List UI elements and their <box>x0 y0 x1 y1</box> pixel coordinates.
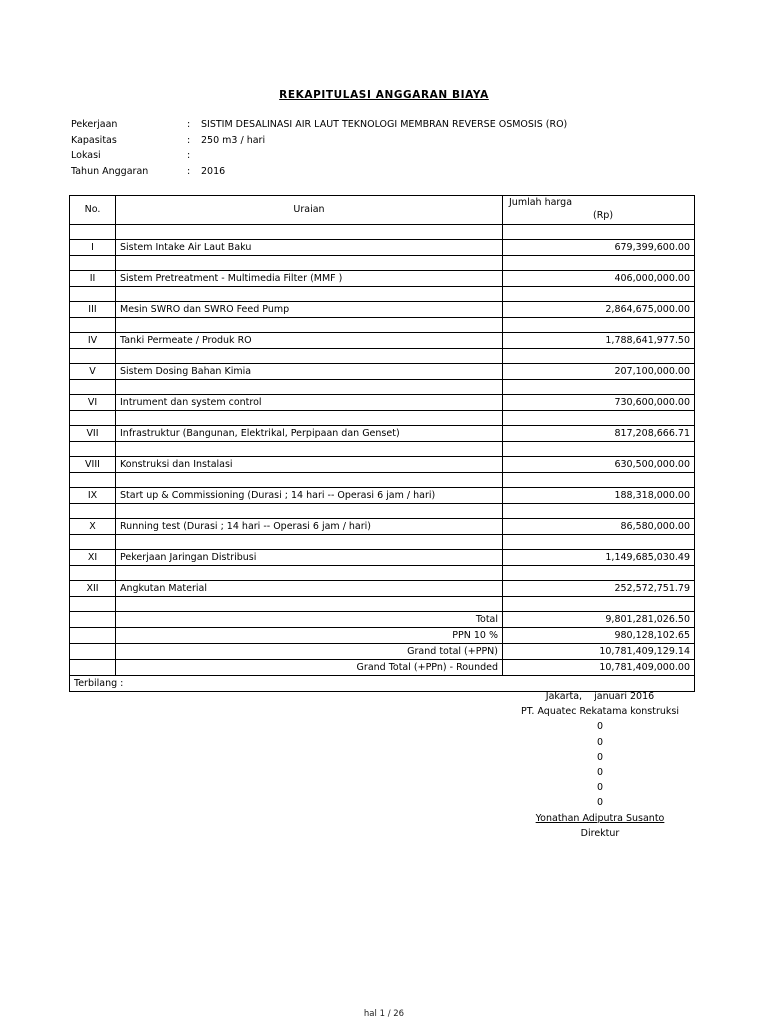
row-amount: 1,788,641,977.50 <box>503 333 695 349</box>
table-row <box>70 550 695 566</box>
placeholder-value: 0 <box>596 736 604 748</box>
spacer-row <box>70 411 695 426</box>
meta-value: 250 m3 / hari <box>201 134 266 146</box>
header-jumlah-harga <box>503 196 695 225</box>
row-uraian: Infrastruktur (Bangunan, Elektrikal, Perpipaan dan Genset) <box>116 426 503 442</box>
table-row <box>70 488 695 504</box>
grand-total-rounded-amount: 10,781,409,000.00 <box>503 660 695 676</box>
table-row <box>70 519 695 535</box>
spacer-row <box>70 473 695 488</box>
table-row <box>70 581 695 597</box>
spacer-row <box>70 287 695 302</box>
placeholder-value: 0 <box>596 721 604 733</box>
table-row <box>70 302 695 318</box>
row-amount: 630,500,000.00 <box>503 457 695 473</box>
row-amount: 1,149,685,030.49 <box>503 550 695 566</box>
spacer-row <box>70 318 695 333</box>
header-jumlah-label: Jumlah harga <box>509 197 573 208</box>
place-date: Jakarta, januari 2016 <box>545 691 655 702</box>
placeholder-value: 0 <box>596 751 604 763</box>
company-name: PT. Aquatec Rekatama konstruksi <box>521 706 679 718</box>
table-row <box>70 364 695 380</box>
grand-total-row <box>70 644 695 660</box>
placeholder-value: 0 <box>596 797 604 809</box>
row-no: II <box>70 271 116 287</box>
meta-value: SISTIM DESALINASI AIR LAUT TEKNOLOGI MEMBRAN REVERSE OSMOSIS (RO) <box>201 119 568 130</box>
table-row <box>70 333 695 349</box>
table-row <box>70 395 695 411</box>
row-no: XII <box>70 581 116 597</box>
row-uraian: Mesin SWRO dan SWRO Feed Pump <box>116 302 503 318</box>
row-amount: 86,580,000.00 <box>503 519 695 535</box>
meta-label: Lokasi <box>71 150 101 161</box>
spacer-row <box>70 256 695 271</box>
table-row <box>70 457 695 473</box>
row-uraian: Sistem Dosing Bahan Kimia <box>116 364 503 380</box>
row-no: VIII <box>70 457 116 473</box>
row-uraian: Sistem Intake Air Laut Baku <box>116 240 503 256</box>
ppn-label: PPN 10 % <box>116 628 503 644</box>
meta-colon: : <box>187 165 191 177</box>
row-uraian: Pekerjaan Jaringan Distribusi <box>116 550 503 566</box>
row-amount: 252,572,751.79 <box>503 581 695 597</box>
meta-label: Tahun Anggaran <box>71 165 149 177</box>
row-uraian: Running test (Durasi ; 14 hari -- Operasi 6 jam / hari) <box>116 519 503 535</box>
signatory-name: Yonathan Adiputra Susanto <box>535 812 665 824</box>
placeholder-value: 0 <box>596 766 604 778</box>
header-no: No. <box>70 196 116 225</box>
signature-block <box>500 689 700 841</box>
table-header-row <box>70 196 695 225</box>
ppn-row <box>70 628 695 644</box>
spacer-row <box>70 380 695 395</box>
row-amount: 817,208,666.71 <box>503 426 695 442</box>
document-title: REKAPITULASI ANGGARAN BIAYA <box>279 89 489 101</box>
header-uraian: Uraian <box>116 196 503 225</box>
row-uraian: Angkutan Material <box>116 581 503 597</box>
meta-colon: : <box>187 119 191 130</box>
row-no: XI <box>70 550 116 566</box>
meta-pekerjaan <box>71 119 671 135</box>
grand-total-amount: 10,781,409,129.14 <box>503 644 695 660</box>
total-label: Total <box>116 612 503 628</box>
terbilang-label: Terbilang : <box>70 676 695 692</box>
row-uraian: Tanki Permeate / Produk RO <box>116 333 503 349</box>
total-amount: 9,801,281,026.50 <box>503 612 695 628</box>
row-amount: 207,100,000.00 <box>503 364 695 380</box>
header-unit-label: (Rp) <box>593 210 614 221</box>
ppn-amount: 980,128,102.65 <box>503 628 695 644</box>
spacer-row <box>70 504 695 519</box>
row-amount: 188,318,000.00 <box>503 488 695 504</box>
row-no: IX <box>70 488 116 504</box>
row-no: IV <box>70 333 116 349</box>
meta-value: 2016 <box>201 165 226 177</box>
grand-total-rounded-label: Grand Total (+PPn) - Rounded <box>116 660 503 676</box>
page-number: hal 1 / 26 <box>363 1009 405 1019</box>
table-row <box>70 240 695 256</box>
row-no: VI <box>70 395 116 411</box>
meta-label: Kapasitas <box>71 134 117 146</box>
meta-tahun-anggaran <box>71 166 671 182</box>
grand-total-label: Grand total (+PPN) <box>116 644 503 660</box>
row-amount: 679,399,600.00 <box>503 240 695 256</box>
row-uraian: Intrument dan system control <box>116 395 503 411</box>
row-no: III <box>70 302 116 318</box>
spacer-row <box>70 225 695 240</box>
spacer-row <box>70 349 695 364</box>
meta-kapasitas <box>71 135 671 151</box>
row-uraian: Sistem Pretreatment - Multimedia Filter (MMF ) <box>116 271 503 287</box>
meta-lokasi <box>71 150 671 166</box>
row-amount: 730,600,000.00 <box>503 395 695 411</box>
spacer-row <box>70 442 695 457</box>
row-uraian: Start up & Commissioning (Durasi ; 14 hari -- Operasi 6 jam / hari) <box>116 488 503 504</box>
spacer-row <box>70 535 695 550</box>
spacer-row <box>70 566 695 581</box>
row-amount: 406,000,000.00 <box>503 271 695 287</box>
row-no: I <box>70 240 116 256</box>
grand-total-rounded-row <box>70 660 695 676</box>
row-amount: 2,864,675,000.00 <box>503 302 695 318</box>
total-row <box>70 612 695 628</box>
row-no: VII <box>70 426 116 442</box>
spacer-row <box>70 597 695 612</box>
meta-colon: : <box>187 134 191 146</box>
placeholder-value: 0 <box>596 782 604 794</box>
table-row <box>70 426 695 442</box>
table-row <box>70 271 695 287</box>
row-uraian: Konstruksi dan Instalasi <box>116 457 503 473</box>
row-no: X <box>70 519 116 535</box>
row-no: V <box>70 364 116 380</box>
project-info <box>71 119 671 181</box>
meta-label: Pekerjaan <box>71 119 118 130</box>
budget-table <box>69 195 695 692</box>
signatory-position: Direktur <box>580 827 620 839</box>
meta-colon: : <box>187 150 191 161</box>
